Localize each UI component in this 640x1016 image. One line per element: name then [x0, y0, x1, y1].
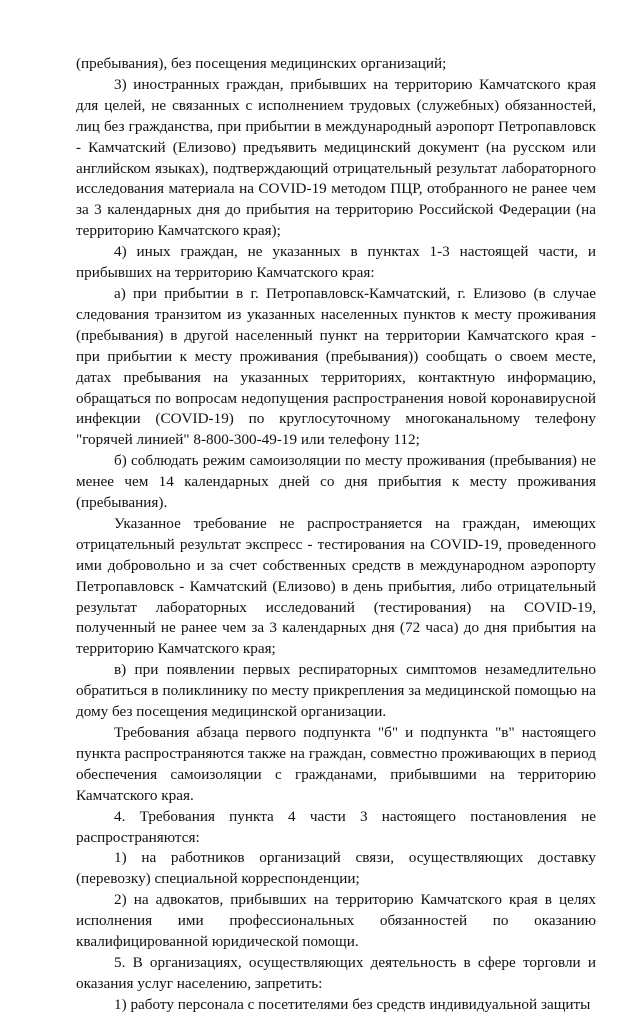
paragraph-part-4-item-1: 1) на работников организаций связи, осуществляющих доставку (перевозку) специальной корреспонденции; [76, 849, 596, 888]
paragraph-continuation: (пребывания), без посещения медицинских организаций; [76, 55, 447, 72]
paragraph-part-5: 5. В организациях, осуществляющих деятельность в сфере торговли и оказания услуг населению, запретить: [76, 953, 596, 992]
paragraph-exception-note: Указанное требование не распространяется на граждан, имеющих отрицательный результат экспресс - тестирования на COVID-19, проведенного ими добровольно и за счет собственных средств в международном аэропорту Петропавловск - Камчатский (Елизово) в день прибытия, либо отрицательный результат лабораторных исследований (тестирования) на COVID-19, полученный не ранее чем за 3 календарных дня (72 часа) до дня прибытия на территорию Камчатского края; [76, 514, 596, 658]
paragraph-part-4: 4. Требования пункта 4 части 3 настоящего постановления не распространяются: [76, 807, 596, 846]
paragraph-subitem-a: а) при прибытии в г. Петропавловск-Камчатский, г. Елизово (в случае следования транзитом из указанных населенных пунктов к месту проживания (пребывания) в другой населенный пункт на территории Камчатского края - при прибытии к месту проживания (пребывания)) сообщать о своем месте, датах пребывания на указанных территориях, контактную информацию, обращаться по вопросам недопущения распространения новой коронавирусной инфекции (COVID-19) по круглосуточному многоканальному телефону "горячей линией" 8-800-300-49-19 или телефону 112; [76, 284, 596, 449]
paragraph-item-3: 3) иностранных граждан, прибывших на территорию Камчатского края для целей, не связанных с исполнением трудовых (служебных) обязанностей, лиц без гражданства, при прибытии в международный аэропорт Петропавловск - Камчатский (Елизово) предъявить медицинский документ (на русском или английском языках), подтверждающий отрицательный результат лабораторного исследования материала на COVID-19 методом ПЦР, отобранного не ранее чем за 3 календарных дня до прибытия на территорию Российской Федерации (на территорию Камчатского края); [76, 75, 596, 240]
paragraph-subitem-v: в) при появлении первых респираторных симптомов незамедлительно обратиться в поликлинику по месту прикрепления за медицинской помощью на дому без посещения медицинской организации. [76, 661, 596, 721]
paragraph-part-4-item-2: 2) на адвокатов, прибывших на территорию Камчатского края в целях исполнения ими профессиональных обязанностей по оказанию квалифицированной юридической помощи. [76, 891, 596, 951]
paragraph-part-5-item-1: 1) работу персонала с посетителями без средств индивидуальной защиты [114, 995, 591, 1013]
paragraph-item-4: 4) иных граждан, не указанных в пунктах 1-3 настоящей части, и прибывших на территорию Камчатского края: [76, 243, 596, 282]
paragraph-extension-note: Требования абзаца первого подпункта "б" и подпункта "в" настоящего пункта распространяются также на граждан, совместно проживающих в период обеспечения самоизоляции с гражданами, прибывшими на территорию Камчатского края. [76, 724, 596, 804]
document-body [76, 54, 596, 1016]
paragraph-subitem-b: б) соблюдать режим самоизоляции по месту проживания (пребывания) не менее чем 14 календарных дней со дня прибытия к месту проживания (пребывания). [76, 452, 596, 512]
